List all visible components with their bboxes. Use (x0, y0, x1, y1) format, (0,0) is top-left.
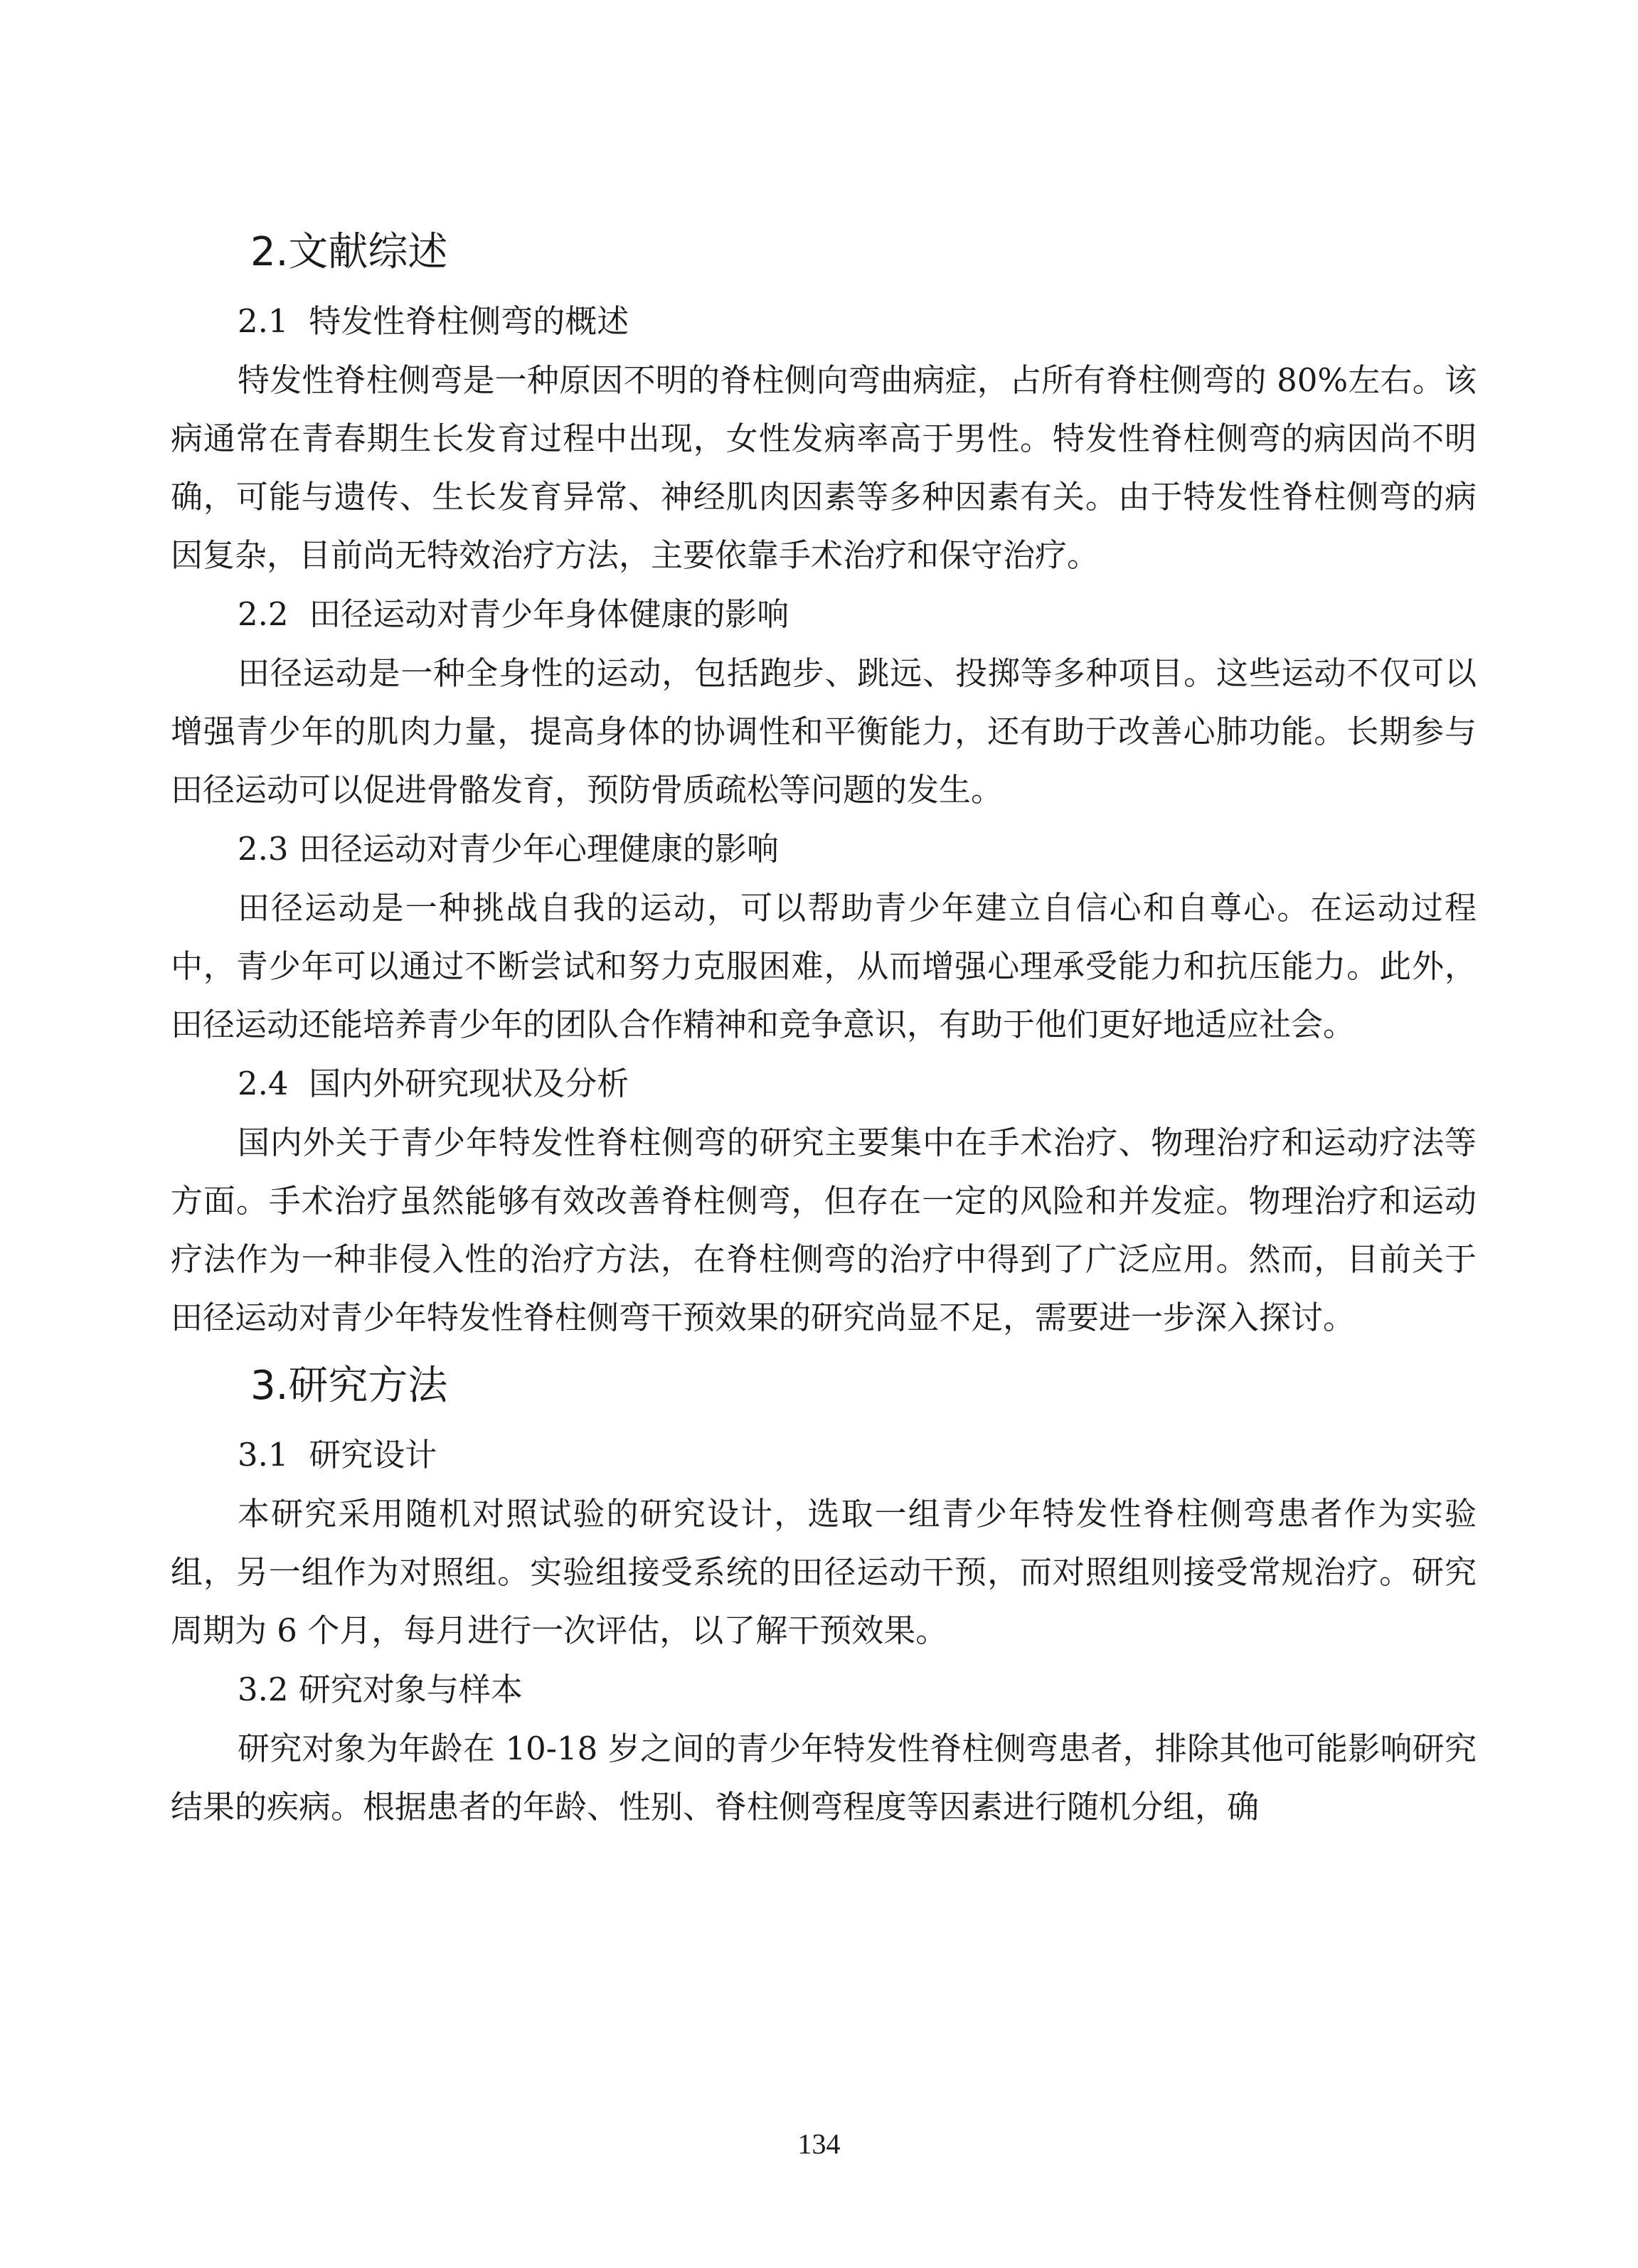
subsection-number: 3.1 (238, 1436, 289, 1474)
subsection-number: 2.3 (238, 830, 289, 868)
paragraph-2-3: 田径运动是一种挑战自我的运动，可以帮助青少年建立自信心和自尊心。在运动过程中，青少年可以通过不断尝试和努力克服困难，从而增强心理承受能力和抗压能力。此外，田径运动还能培养青少年的团队合作精神和竞争意识，有助于他们更好地适应社会。 (171, 889, 1477, 1043)
page-number: 134 (797, 2128, 841, 2160)
subsection-number: 3.2 (238, 1671, 289, 1708)
subsection-heading-2-3 (171, 819, 1477, 879)
subsection-title: 特发性脊柱侧弯的概述 (309, 302, 629, 340)
subsection-title: 研究对象与样本 (298, 1671, 523, 1708)
section-heading-literature-review: 2.文献综述 (250, 229, 448, 275)
subsection-number: 2.4 (238, 1065, 289, 1102)
subsection-title: 田径运动对青少年身体健康的影响 (309, 595, 789, 633)
paragraph-3-1: 本研究采用随机对照试验的研究设计，选取一组青少年特发性脊柱侧弯患者作为实验组，另一组作为对照组。实验组接受系统的田径运动干预，而对照组则接受常规治疗。研究周期为 6 个月，每月进行一次评估，以了解干预效果。 (171, 1495, 1477, 1649)
paragraph-2-2: 田径运动是一种全身性的运动，包括跑步、跳远、投掷等多种项目。这些运动不仅可以增强青少年的肌肉力量，提高身体的协调性和平衡能力，还有助于改善心肺功能。长期参与田径运动可以促进骨骼发育，预防骨质疏松等问题的发生。 (171, 654, 1477, 809)
subsection-number: 2.1 (238, 302, 289, 340)
subsection-heading-2-2 (171, 585, 1477, 644)
section-heading-research-methods: 3.研究方法 (250, 1363, 448, 1409)
subsection-title: 研究设计 (309, 1436, 437, 1474)
paragraph-2-1: 特发性脊柱侧弯是一种原因不明的脊柱侧向弯曲病症，占所有脊柱侧弯的 80%左右。该病通常在青春期生长发育过程中出现，女性发病率高于男性。特发性脊柱侧弯的病因尚不明确，可能与遗传、生长发育异常、神经肌肉因素等多种因素有关。由于特发性脊柱侧弯的病因复杂，目前尚无特效治疗方法，主要依靠手术治疗和保守治疗。 (171, 361, 1477, 574)
subsection-heading-2-4 (171, 1054, 1477, 1114)
page-content (171, 213, 1477, 1836)
subsection-heading-2-1 (171, 292, 1477, 351)
subsection-title: 国内外研究现状及分析 (309, 1065, 629, 1102)
subsection-heading-3-1 (171, 1425, 1477, 1485)
subsection-title: 田径运动对青少年心理健康的影响 (298, 830, 779, 868)
subsection-number: 2.2 (238, 595, 289, 633)
subsection-heading-3-2 (171, 1660, 1477, 1720)
paragraph-3-2: 研究对象为年龄在 10-18 岁之间的青少年特发性脊柱侧弯患者，排除其他可能影响研究结果的疾病。根据患者的年龄、性别、脊柱侧弯程度等因素进行随机分组，确 (171, 1730, 1477, 1826)
paragraph-2-4: 国内外关于青少年特发性脊柱侧弯的研究主要集中在手术治疗、物理治疗和运动疗法等方面。手术治疗虽然能够有效改善脊柱侧弯，但存在一定的风险和并发症。物理治疗和运动疗法作为一种非侵入性的治疗方法，在脊柱侧弯的治疗中得到了广泛应用。然而，目前关于田径运动对青少年特发性脊柱侧弯干预效果的研究尚显不足，需要进一步深入探讨。 (171, 1124, 1477, 1336)
